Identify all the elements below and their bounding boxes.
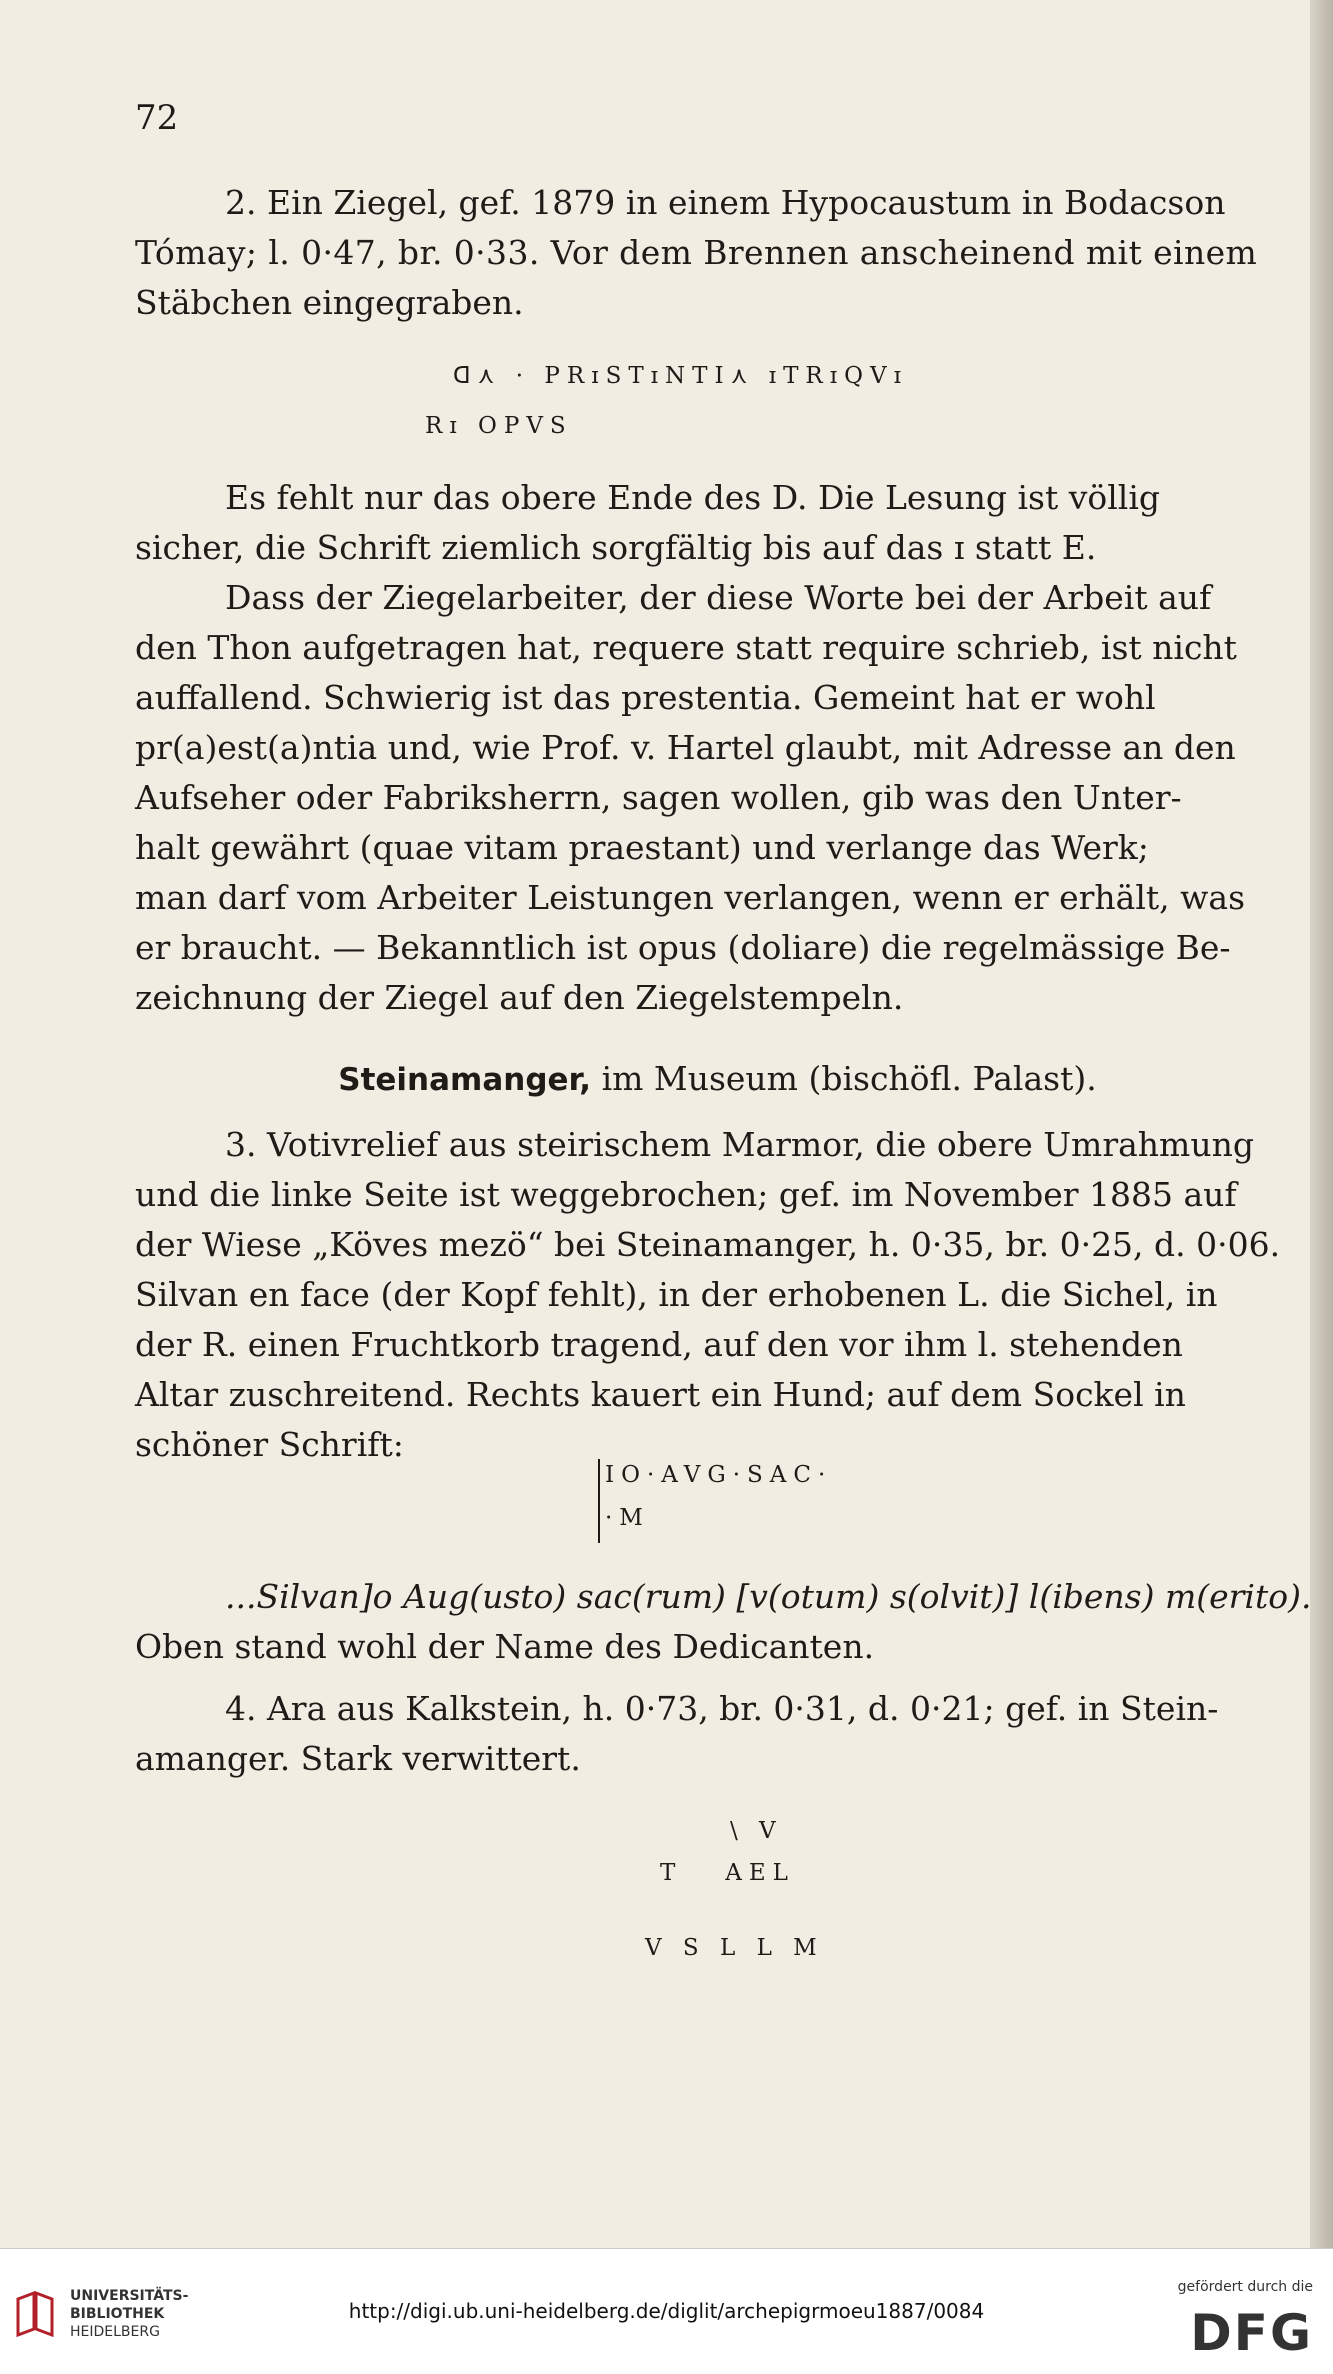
- page-number: 72: [135, 98, 179, 138]
- text-line: pr(a)est(a)ntia und, wie Prof. v. Hartel glaubt, mit Adresse an den: [135, 728, 1236, 767]
- text-line: 4. Ara aus Kalkstein, h. 0·73, br. 0·31, d. 0·21; gef. in Stein-: [225, 1689, 1219, 1728]
- paragraph-2: [135, 178, 1300, 328]
- logo-line: UNIVERSITÄTS-: [70, 2288, 189, 2304]
- text-line: Altar zuschreitend. Rechts kauert ein Hund; auf dem Sockel in: [135, 1375, 1186, 1414]
- heading-rest: im Museum (bischöfl. Palast).: [601, 1059, 1097, 1098]
- text-line: 2. Ein Ziegel, gef. 1879 in einem Hypocaustum in Bodacson: [225, 183, 1226, 222]
- paragraph-2b: [135, 473, 1300, 573]
- text-line: Aufseher oder Fabriksherrn, sagen wollen, gib was den Unter-: [135, 778, 1182, 817]
- inscription-line: T AEL: [660, 1860, 795, 1886]
- inscription-line: \ V: [730, 1818, 783, 1844]
- text-line: sicher, die Schrift ziemlich sorgfältig bis auf das ɪ statt E.: [135, 528, 1097, 567]
- source-url-link[interactable]: http://digi.ub.uni-heidelberg.de/diglit/archepigrmoeu1887/0084: [348, 2299, 985, 2323]
- section-heading: [135, 1054, 1300, 1105]
- inscription-line: ·M: [605, 1505, 650, 1531]
- text-line: und die linke Seite ist weggebrochen; gef. im November 1885 auf: [135, 1175, 1237, 1214]
- inscription-line: Rɪ OPVS: [425, 413, 573, 439]
- dfg-logo: DFG: [1190, 2304, 1313, 2362]
- text-line: amanger. Stark verwittert.: [135, 1739, 581, 1778]
- text-line: auffallend. Schwierig ist das prestentia. Gemeint hat er wohl: [135, 678, 1156, 717]
- paragraph-3b: [135, 1572, 1312, 1672]
- paragraph-3: [135, 1120, 1300, 1470]
- text-line: Oben stand wohl der Name des Dedicanten.: [135, 1627, 875, 1666]
- text-line: Silvan en face (der Kopf fehlt), in der erhobenen L. die Sichel, in: [135, 1275, 1218, 1314]
- paragraph-4: [135, 1684, 1300, 1784]
- text-line: man darf vom Arbeiter Leistungen verlangen, wenn er erhält, was: [135, 878, 1246, 917]
- text-line: Es fehlt nur das obere Ende des D. Die Lesung ist völlig: [225, 478, 1161, 517]
- inscription-line: ᗡ⋏ · PRɪSTɪNTI⋏ ɪTRɪQVɪ: [453, 363, 908, 389]
- text-line: er braucht. — Bekanntlich ist opus (doliare) die regelmässige Be-: [135, 928, 1231, 967]
- text-line: der Wiese „Köves mezö“ bei Steinamanger, h. 0·35, br. 0·25, d. 0·06.: [135, 1225, 1281, 1264]
- text-line: halt gewährt (quae vitam praestant) und verlange das Werk;: [135, 828, 1149, 867]
- logo-line: BIBLIOTHEK: [70, 2306, 165, 2322]
- text-line: der R. einen Fruchtkorb tragend, auf den vor ihm l. stehenden: [135, 1325, 1183, 1364]
- text-line: Stäbchen eingegraben.: [135, 283, 524, 322]
- text-line: Tómay; l. 0·47, br. 0·33. Vor dem Brennen anscheinend mit einem: [135, 233, 1258, 272]
- text-line: schöner Schrift:: [135, 1425, 404, 1464]
- inscription-line: IO·AVG·SAC·: [605, 1462, 833, 1488]
- text-line: zeichnung der Ziegel auf den Ziegelstempeln.: [135, 978, 904, 1017]
- inscription-bracket: [598, 1459, 604, 1543]
- text-line: ...Silvan]o Aug(usto) sac(rum) [v(otum) s(olvit)] l(ibens) m(erito).: [225, 1577, 1312, 1616]
- footer-bar: [0, 2248, 1333, 2374]
- inscription-line: V S L L M: [645, 1935, 824, 1961]
- logo-line: HEIDELBERG: [70, 2324, 160, 2340]
- dfg-label: gefördert durch die: [1177, 2279, 1313, 2295]
- page-edge-shadow: [1310, 0, 1333, 2248]
- text-line: den Thon aufgetragen hat, requere statt require schrieb, ist nicht: [135, 628, 1237, 667]
- text-line: Dass der Ziegelarbeiter, der diese Worte bei der Arbeit auf: [225, 578, 1212, 617]
- paragraph-2c: [135, 573, 1300, 1023]
- text-line: 3. Votivrelief aus steirischem Marmor, die obere Umrahmung: [225, 1125, 1254, 1164]
- heading-place: Steinamanger,: [338, 1062, 592, 1098]
